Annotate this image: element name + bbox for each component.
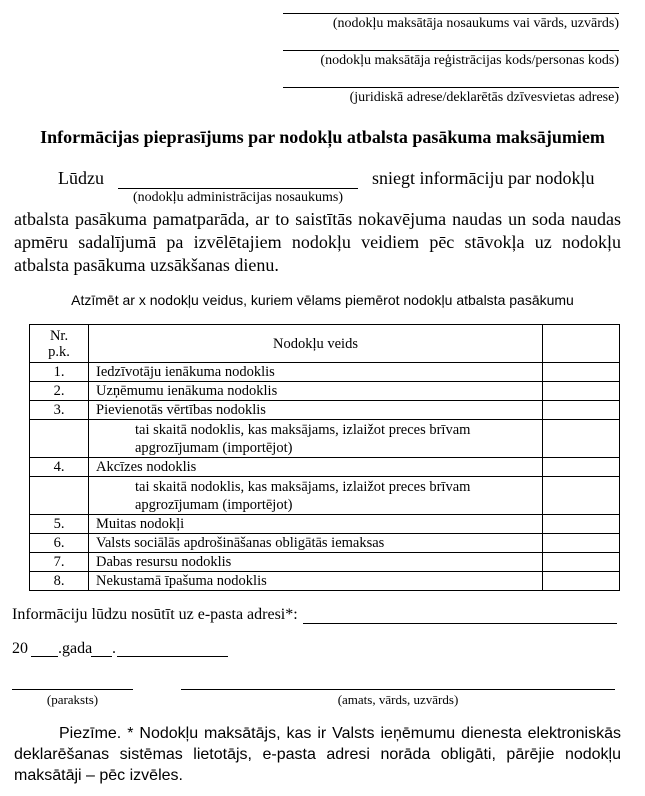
administration-name-line[interactable] [118, 188, 358, 189]
row-nr: 8. [30, 572, 89, 591]
table-caption: Atzīmēt ar x nodokļu veidus, kuriem vēlams piemērot nodokļu atbalsta pasākumu [71, 292, 574, 308]
date-dot: . [112, 640, 116, 657]
table-row-subitem [30, 477, 620, 515]
row-nr: 4. [30, 458, 89, 477]
request-lead-rest: sniegt informāciju par nodokļu [372, 168, 595, 188]
row-tax-name: Akcīzes nodoklis [89, 458, 543, 477]
row-nr [30, 477, 89, 515]
table-row [30, 401, 620, 420]
table-row [30, 534, 620, 553]
header-tax-type: Nodokļu veids [89, 325, 543, 363]
row-tax-name: Nekustamā īpašuma nodoklis [89, 572, 543, 591]
address-caption: (juridiskā adrese/deklarētās dzīvesvietas adrese) [349, 90, 619, 105]
date-year-prefix: 20 [12, 640, 28, 657]
tax-types-table [29, 324, 620, 591]
position-name-line[interactable] [181, 689, 615, 690]
request-body: atbalsta pasākuma pamatparāda, ar to saistītās nokavējuma naudas un soda naudas apmēru sadalījumā pa izvēlētajiem nodokļu veidiem pēc stāvokļa uz nodokļu atbalsta pasākuma uzsākšanas dienu. [14, 209, 621, 275]
row-nr: 3. [30, 401, 89, 420]
email-label: Informāciju lūdzu nosūtīt uz e-pasta adresi*: [12, 606, 298, 623]
registration-code-line[interactable] [283, 50, 619, 51]
row-nr: 2. [30, 382, 89, 401]
administration-caption: (nodokļu administrācijas nosaukums) [133, 190, 343, 205]
row-nr: 5. [30, 515, 89, 534]
table-row-subitem [30, 420, 620, 458]
address-line[interactable] [283, 87, 619, 88]
table-row [30, 515, 620, 534]
row-nr: 7. [30, 553, 89, 572]
mark-cell[interactable] [543, 420, 620, 458]
mark-cell[interactable] [543, 515, 620, 534]
row-tax-name: Pievienotās vērtības nodoklis [89, 401, 543, 420]
row-tax-name: tai skaitā nodoklis, kas maksājams, izlaižot preces brīvam apgrozījumam (importējot) [89, 477, 543, 515]
table-row [30, 363, 620, 382]
mark-cell[interactable] [543, 363, 620, 382]
table-header-row [30, 325, 620, 363]
taxpayer-name-line[interactable] [283, 13, 619, 14]
table-row [30, 458, 620, 477]
header-nr-line1: Nr. [49, 327, 69, 344]
mark-cell[interactable] [543, 553, 620, 572]
header-nr-line2: p.k. [48, 343, 70, 360]
signature-line[interactable] [12, 689, 133, 690]
date-day-line[interactable] [91, 656, 112, 657]
mark-cell[interactable] [543, 572, 620, 591]
row-tax-name: Valsts sociālās apdrošināšanas obligātās iemaksas [89, 534, 543, 553]
table-row [30, 572, 620, 591]
header-mark [543, 325, 620, 363]
taxpayer-name-caption: (nodokļu maksātāja nosaukums vai vārds, uzvārds) [332, 16, 619, 31]
table-row [30, 553, 620, 572]
header-nr [30, 325, 89, 363]
row-tax-name: Muitas nodokļi [89, 515, 543, 534]
date-gada-label: .gada [58, 640, 93, 657]
mark-cell[interactable] [543, 382, 620, 401]
registration-code-caption: (nodokļu maksātāja reģistrācijas kods/personas kods) [320, 53, 619, 68]
footnote: Piezīme. * Nodokļu maksātājs, kas ir Valsts ieņēmumu dienesta elektroniskās deklarēšanas sistēmas lietotājs, e-pasta adresi norāda obligāti, pārējie nodokļu maksātāji – pēc izvēles. [14, 725, 621, 784]
row-nr: 6. [30, 534, 89, 553]
position-name-caption: (amats, vārds, uzvārds) [337, 692, 459, 707]
email-input-line[interactable] [303, 623, 617, 624]
signature-caption: (paraksts) [46, 692, 99, 707]
document-title: Informācijas pieprasījums par nodokļu atbalsta pasākuma maksājumiem [40, 127, 605, 147]
row-tax-name: Uzņēmumu ienākuma nodoklis [89, 382, 543, 401]
mark-cell[interactable] [543, 477, 620, 515]
mark-cell[interactable] [543, 401, 620, 420]
row-tax-name: tai skaitā nodoklis, kas maksājams, izlaižot preces brīvam apgrozījumam (importējot) [89, 420, 543, 458]
mark-cell[interactable] [543, 534, 620, 553]
date-year-line[interactable] [31, 656, 58, 657]
row-tax-name: Dabas resursu nodoklis [89, 553, 543, 572]
row-nr [30, 420, 89, 458]
mark-cell[interactable] [543, 458, 620, 477]
table-row [30, 382, 620, 401]
row-nr: 1. [30, 363, 89, 382]
row-tax-name: Iedzīvotāju ienākuma nodoklis [89, 363, 543, 382]
date-month-line[interactable] [117, 656, 228, 657]
request-lead: Lūdzu [58, 168, 104, 188]
